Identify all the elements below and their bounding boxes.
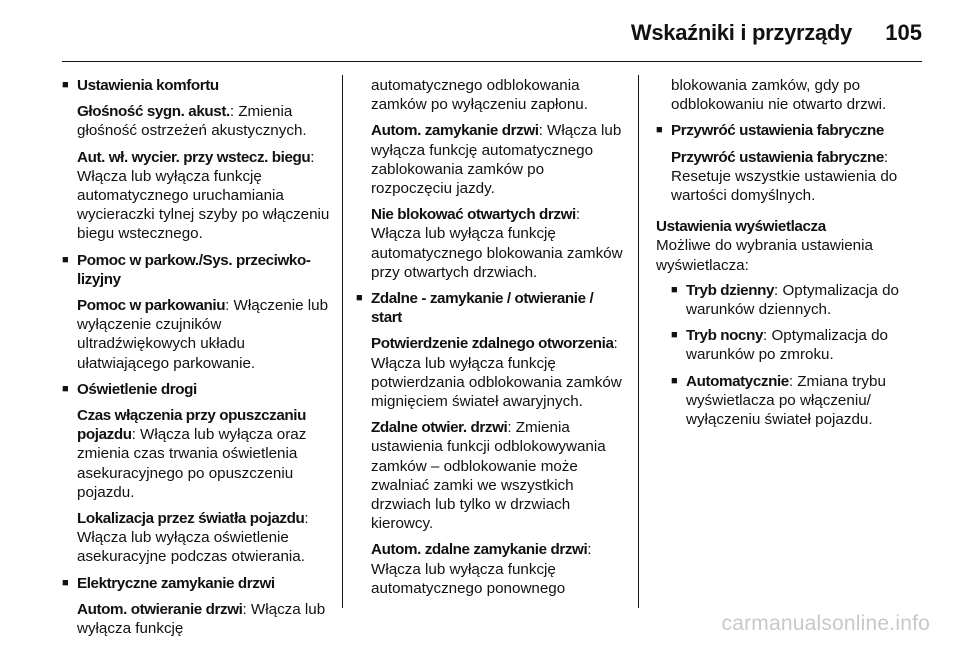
term-label: Aut. wł. wycier. przy wstecz. biegu	[77, 148, 311, 166]
header-rule	[62, 61, 922, 62]
column-3	[656, 76, 926, 436]
term-text: : Włącza lub wyłącza oświetlenie asekuracyjne podczas otwierania.	[77, 510, 309, 566]
term-label: Potwierdzenie zdalnego otworzenia	[371, 335, 614, 353]
column-2	[356, 76, 626, 605]
term-label: Zdalne otwier. drzwi	[371, 419, 508, 437]
page-header	[0, 0, 960, 62]
column-divider-2	[638, 75, 639, 608]
term-text: : Włącza lub wyłącza funkcję	[77, 600, 326, 638]
term-label: Automatycznie	[686, 372, 789, 390]
term-label: Lokalizacja przez światła pojazdu	[77, 510, 305, 528]
term-label: Głośność sygn. akust.	[77, 103, 230, 121]
bullet-comfort-settings	[62, 76, 334, 244]
term-label: Autom. zdalne zamykanie drzwi	[371, 541, 588, 559]
section-intro: Możliwe do wybrania ustawienia wyświetlacza:	[656, 237, 873, 274]
term-label: Autom. zamykanie drzwi	[371, 122, 539, 140]
term-label: Nie blokować otwartych drzwi	[371, 206, 576, 224]
paragraph	[371, 418, 626, 533]
term-text: : Włącza lub wyłącza funkcję automatycznego uruchamiania wycieraczki tylnej szyby po włączeniu biegu wstecznego.	[77, 148, 330, 243]
bullet-title: ■ Elektryczne zamykanie drzwi	[77, 574, 275, 592]
paragraph	[356, 205, 626, 282]
term-text: : Włącza lub wyłącza oraz zmienia czas trwania oświetlenia asekuracyjnego po opuszczeniu pojazdu.	[77, 426, 307, 501]
term-text: : Zmienia głośność ostrzeżeń akustycznych.	[77, 103, 307, 140]
paragraph	[77, 406, 334, 502]
bullet-title: ■ Przywróć ustawienia fabryczne	[671, 122, 884, 140]
page-title: Wskaźniki i przyrządy	[630, 20, 852, 45]
term-label: Pomoc w parkowaniu	[77, 297, 226, 315]
bullet-title: ■ Pomoc w parkow./Sys. przeciwko-lizyjny	[77, 251, 311, 288]
bullet-factory-reset	[656, 121, 926, 205]
column-divider-1	[342, 75, 343, 608]
list-item-night-mode	[656, 326, 926, 364]
list-item-day-mode	[656, 281, 926, 319]
bullet-remote-control	[356, 289, 626, 598]
term-text: : Włącza lub wyłącza funkcję automatycznego blokowania zamków przy otwartych drzwiach.	[371, 206, 623, 281]
paragraph	[371, 540, 626, 598]
term-text: : Włączenie lub wyłączenie czujników ultradźwiękowych układu ułatwiającego parkowanie.	[77, 297, 329, 372]
paragraph	[671, 148, 926, 206]
term-text: : Resetuje wszystkie ustawienia do wartości domyślnych.	[671, 148, 898, 205]
term-label: Tryb nocny	[686, 327, 764, 345]
term-label: Czas włączenia przy opuszczaniu pojazdu	[77, 407, 306, 444]
bullet-title: ■ Oświetlenie drogi	[77, 380, 197, 398]
term-text: : Włącza lub wyłącza funkcję potwierdzania odblokowania zamków mignięciem świateł awaryjnych.	[371, 335, 622, 411]
term-text: : Zmienia ustawienia funkcji odblokowywania zamków – odblokowanie może zwalniać zamki we wszystkich drzwiach lub tylko w drzwiach kierowcy.	[371, 419, 606, 533]
term-text: : Optymalizacja do warunków po zmroku.	[686, 327, 888, 364]
page-number: 105	[885, 20, 922, 45]
bullet-door-locking	[62, 574, 334, 639]
watermark: carmanualsonline.info	[721, 612, 930, 635]
bullet-title: ■ Zdalne - zamykanie / otwieranie / start	[371, 290, 594, 327]
list-item-auto-mode	[656, 372, 926, 430]
paragraph	[356, 121, 626, 198]
term-text: : Optymalizacja do warunków dziennych.	[686, 281, 899, 319]
term-text: : Włącza lub wyłącza funkcję automatycznego ponownego	[371, 541, 592, 597]
term-text: : Włącza lub wyłącza funkcję automatycznego zablokowania zamków po rozpoczęciu jazdy.	[371, 122, 622, 198]
paragraph	[371, 334, 626, 411]
term-label: Przywróć ustawienia fabryczne	[671, 148, 884, 166]
paragraph	[77, 102, 334, 140]
term-label: Tryb dzienny	[686, 281, 775, 299]
paragraph	[77, 600, 334, 638]
term-text: : Zmiana trybu wyświetlacza po włączeniu/ wyłączeniu świateł pojazdu.	[686, 372, 886, 429]
column-1	[62, 76, 334, 645]
paragraph	[77, 296, 334, 373]
term-label: Autom. otwieranie drzwi	[77, 600, 243, 618]
continued-text: automatycznego odblokowania zamków po wyłączeniu zapłonu.	[371, 77, 588, 114]
paragraph	[77, 148, 334, 244]
bullet-title: ■ Ustawienia komfortu	[77, 77, 219, 94]
continued-text: blokowania zamków, gdy po odblokowaniu nie otwarto drzwi.	[671, 77, 887, 114]
section-title: Ustawienia wyświetlacza	[656, 218, 826, 236]
bullet-park-assist	[62, 251, 334, 373]
bullet-road-lighting	[62, 380, 334, 567]
paragraph	[77, 509, 334, 567]
